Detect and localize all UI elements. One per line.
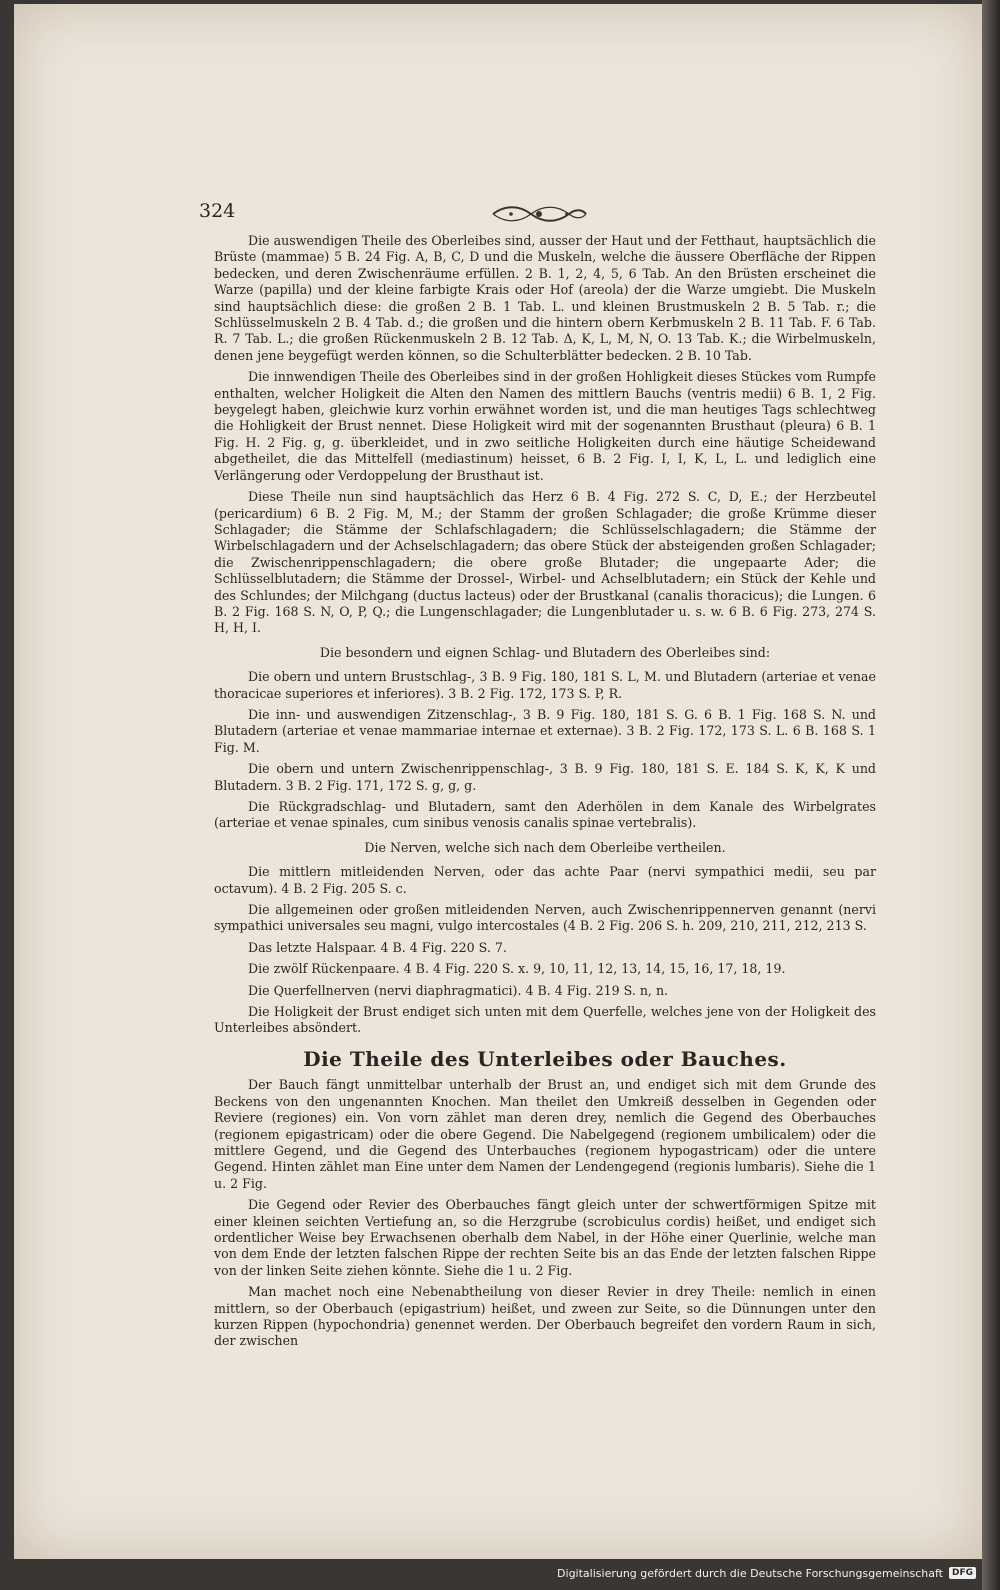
paragraph-abdomen: Die Gegend oder Revier des Oberbauches fängt gleich unter der schwertförmigen Spitze mit einer kleinen seichten Vertiefung an, so die Herzgrube (scrobiculus cordis) heißet, und endiget sich ordentlicher Weise bey Erwachsenen oberhalb dem Nabel, in der Höhe einer Querlinie, welche man von dem Ende der letzten falschen Rippe der rechten Seite bis an das Ende der letzten falschen Rippe von der linken Seite ziehen könnte. Siehe die 1 u. 2 Fig.: [214, 1197, 876, 1278]
nerve-entry: Die Querfellnerven (nervi diaphragmatici). 4 B. 4 Fig. 219 S. n, n.: [248, 982, 669, 998]
vessel-entry: Die obern und untern Brustschlag-, 3 B. 9 Fig. 180, 181 S. L, M. und Blutadern (arteriae et venae thoracicae superiores et inferiores). 3 B. 2 Fig. 172, 173 S. P, R.: [214, 669, 876, 701]
paragraph-abdomen: Man machet noch eine Nebenabtheilung von dieser Revier in drey Theile: nemlich in einen mittlern, so der Oberbauch (epigastrium) heißet, und zween zur Seite, so die Dünnungen unter den kurzen Rippen (hypochondria) genennet werden. Der Oberbauch begreifet den vordern Raum in sich, der zwischen: [214, 1284, 876, 1349]
paragraph-organs: Diese Theile nun sind hauptsächlich das Herz 6 B. 4 Fig. 272 S. C, D, E.; der Herzbeutel (pericardium) 6 B. 2 Fig. M, M.; der Stamm der großen Schlagader; die große Krümme dieser Schlagader; die Stämme der Schlafschlagadern; die Schlüsselschlagadern; die Stämme der Wirbelschlagadern und der Achselschlagadern; das obere Stück der absteigenden großen Schlagader; die Zwischenrippenschlagadern; die obere große Blutader; die ungepaarte Ader; die Schlüsselblutadern; die Stämme der Drossel-, Wirbel- und Achselblutadern; ein Stück der Kehle und des Schlundes; der Milchgang (ductus lacteus) oder der Brustkanal (canalis thoracicus); die Lungen. 6 B. 2 Fig. 168 S. N, O, P, Q.; die Lungenschlagader; die Lungenblutader u. s. w. 6 B. 6 Fig. 273, 274 S. H, H, I.: [214, 489, 876, 636]
nerve-entry: Die allgemeinen oder großen mitleidenden Nerven, auch Zwischenrippennerven genannt (nervi sympathici universales seu magni, vulgo intercostales (4 B. 2 Fig. 206 S. h. 209, 210, 211, 212, 213 S.: [214, 902, 876, 934]
page-header: [199, 200, 879, 230]
vessel-entry: Die inn- und auswendigen Zitzenschlag-, 3 B. 9 Fig. 180, 181 S. G. 6 B. 1 Fig. 168 S. N. und Blutadern (arteriae et venae mammariae internae et externae). 3 B. 2 Fig. 172, 173 S. L. 6 B. 168 S. 1 Fig. M.: [214, 706, 876, 755]
page-body: [214, 233, 876, 1355]
nerve-entry: Die Holigkeit der Brust endiget sich unten mit dem Querfelle, welches jene von der Holigkeit des Unterleibes absöndert.: [214, 1004, 876, 1036]
nerve-entry: Die mittlern mitleidenden Nerven, oder das achte Paar (nervi sympathici medii, seu par octavum). 4 B. 2 Fig. 205 S. c.: [214, 864, 876, 896]
dfg-logo-icon: DFG: [949, 1567, 976, 1579]
nerves-heading: Die Nerven, welche sich nach dem Oberleibe vertheilen.: [364, 839, 726, 855]
nerve-entry: Die zwölf Rückenpaare. 4 B. 4 Fig. 220 S. x. 9, 10, 11, 12, 13, 14, 15, 16, 17, 18, 19.: [248, 961, 786, 977]
credit-text: Digitalisierung gefördert durch die Deutsche Forschungsgemeinschaft: [557, 1566, 943, 1580]
vessel-entry: Die Rückgradschlag- und Blutadern, samt den Aderhölen in dem Kanale des Wirbelgrates (arteriae et venae spinales, cum sinibus venosis canalis spinae vertebralis).: [214, 799, 876, 831]
book-page: [14, 4, 982, 1559]
vessels-heading: Die besondern und eignen Schlag- und Blutadern des Oberleibes sind:: [319, 644, 771, 660]
paragraph-inner-parts: Die innwendigen Theile des Oberleibes sind in der großen Hohligkeit dieses Stückes vom Rumpfe enthalten, welcher Holigkeit die Alten den Namen des mittlern Bauchs (ventris medii) 6 B. 1, 2 Fig. beygelegt haben, gleichwie kurz vorhin erwähnet worden ist, und die man heutiges Tags schlechtweg die Hohligkeit der Brust nennet. Diese Holigkeit wird mit der sogenannten Brusthaut (pleura) 6 B. 1 Fig. H. 2 Fig. g, g. überkleidet, und in zwo seitliche Holigkeiten durch eine häutige Scheidewand abgetheilet, die das Mittelfell (mediastinum) heisset, 6 B. 2 Fig. I, I, K, L, L. und lediglich eine Verlängerung oder Verdoppelung der Brusthaut ist.: [214, 369, 876, 483]
page-number: 324: [199, 200, 236, 222]
section-heading: Die Theile des Unterleibes oder Bauches.: [303, 1046, 787, 1071]
digitization-credit: [557, 1564, 976, 1582]
vessel-entry: Die obern und untern Zwischenrippenschlag-, 3 B. 9 Fig. 180, 181 S. E. 184 S. K, K, K und Blutadern. 3 B. 2 Fig. 171, 172 S. g, g, g.: [214, 761, 876, 793]
paragraph-outer-parts: Die auswendigen Theile des Oberleibes sind, ausser der Haut und der Fetthaut, hauptsächlich die Brüste (mammae) 5 B. 24 Fig. A, B, C, D und die Muskeln, welche die äussere Oberfläche der Rippen bedecken, und deren Zwischenräume erfüllen. 2 B. 1, 2, 4, 5, 6 Tab. An den Brüsten erscheinet die Warze (papilla) und der kleine farbigte Krais oder Hof (areola) der die Warze umgiebt. Die Muskeln sind hauptsächlich diese: die großen 2 B. 1 Tab. L. und kleinen Brustmuskeln 2 B. 5 Tab. r.; die Schlüsselmuskeln 2 B. 4 Tab. d.; die großen und die hintern obern Kerbmuskeln 2 B. 11 Tab. F. 6 Tab. R. 7 Tab. L.; die großen Rückenmuskeln 2 B. 12 Tab. Δ, K, L, M, N, O. 13 Tab. K.; die Wirbelmuskeln, denen jene beygefügt werden können, so die Schulterblätter bedecken. 2 B. 10 Tab.: [214, 233, 876, 363]
paragraph-abdomen: Der Bauch fängt unmittelbar unterhalb der Brust an, und endiget sich mit dem Grunde des Beckens von den ungenannten Knochen. Man theilet den Umkreiß desselben in Gegenden oder Reviere (regiones) ein. Von vorn zählet man deren drey, nemlich die Gegend des Oberbauches (regionem epigastricam) oder die obere Gegend. Die Nabelgegend (regionem umbilicalem) oder die mittlere Gegend, und die Gegend des Unterbauches (regionem hypogastricam) oder die untere Gegend. Hinten zählet man Eine unter dem Namen der Lendengegend (regionis lumbaris). Siehe die 1 u. 2 Fig.: [214, 1077, 876, 1191]
book-spine: [982, 0, 1000, 1590]
nerve-entry: Das letzte Halspaar. 4 B. 4 Fig. 220 S. 7.: [248, 939, 507, 955]
ornament-icon: [489, 202, 589, 226]
